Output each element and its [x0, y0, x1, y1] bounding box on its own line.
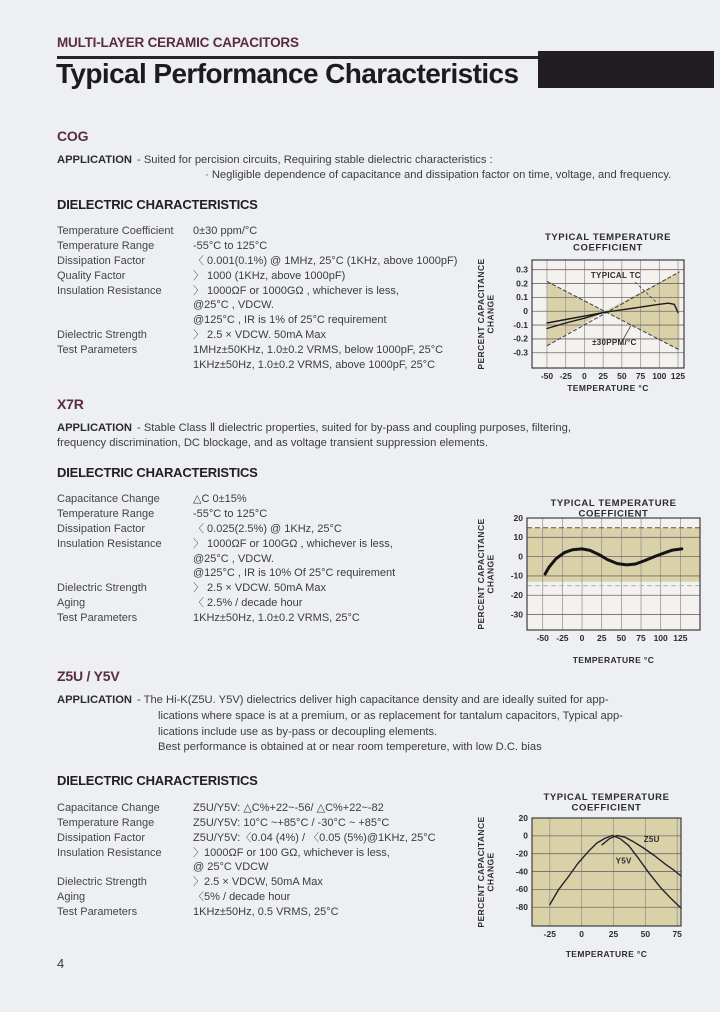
x-tick-label: 0: [579, 929, 585, 939]
spec-label: Capacitance Change: [57, 493, 160, 506]
shaded-region: [527, 528, 700, 582]
spec-values: [193, 537, 507, 581]
spec-label: Insulation Resistance: [57, 537, 162, 550]
application-continuation: [57, 436, 714, 451]
y-tick-label: -0.1: [513, 319, 528, 330]
y-tick-label: 10: [513, 532, 523, 543]
application-line: [57, 421, 714, 436]
x-tick-label: 125: [673, 633, 688, 643]
y-tick-label: -40: [515, 866, 528, 877]
application-continuation: [57, 709, 714, 756]
chart-annotation: TYPICAL TC: [590, 271, 641, 280]
spec-value-line: 〉 1000 (1KHz, above 1000pF): [193, 269, 346, 282]
y-tick-label: 20: [513, 512, 523, 523]
spec-label: Aging: [57, 890, 86, 903]
spec-values: [193, 890, 507, 905]
x-tick-label: -50: [540, 371, 554, 381]
spec-value-line: Z5U/Y5V:〈0.04 (4%) / 〈0.05 (5%)@1KHz, 25°C: [193, 831, 436, 844]
y-tick-label: -0.2: [513, 333, 528, 344]
y-axis-label: PERCENT CAPACITANCE: [476, 518, 486, 630]
application-line: lications where space is at a premium, or as replacement for tantalum capacitors, Typical app-: [158, 709, 623, 722]
y-axis-label: CHANGE: [485, 294, 496, 334]
spec-value-line: 〉 2.5 × VDCW. 50mA Max: [193, 328, 326, 341]
y-axis-label: CHANGE: [485, 852, 496, 892]
spec-values: [193, 875, 507, 890]
spec-label: Aging: [57, 596, 86, 609]
spec-values: [193, 507, 507, 522]
application-line: [57, 153, 714, 168]
x-tick-label: -25: [543, 929, 556, 939]
spec-row: [57, 875, 507, 890]
y-tick-label: -60: [515, 884, 528, 895]
spec-row: [57, 343, 507, 373]
spec-table: [57, 224, 507, 372]
spec-values: [193, 522, 507, 537]
y-axis-label: PERCENT CAPACITANCE: [476, 816, 486, 928]
spec-label: Temperature Range: [57, 508, 155, 521]
spec-label: Insulation Resistance: [57, 284, 162, 297]
spec-values: [193, 269, 507, 284]
spec-values: [193, 343, 507, 373]
x-axis-label: TEMPERATURE °C: [567, 383, 649, 393]
x-tick-label: 125: [670, 371, 686, 381]
x-tick-label: 50: [640, 929, 651, 939]
spec-label: Capacitance Change: [57, 802, 160, 815]
application-line: Best performance is obtained at or near room tempereture, with low D.C. bias: [158, 741, 542, 754]
chart-annotation: Z5U: [643, 835, 660, 845]
y-tick-label: -0.3: [513, 347, 528, 358]
application-label: APPLICATION: [57, 422, 132, 434]
spec-value-line: 〉 1000ΩF or 1000GΩ , whichever is less,: [193, 284, 399, 297]
section-heading: COG: [57, 128, 89, 144]
z5u-chart-svg: [476, 790, 716, 960]
spec-value-line: Z5U/Y5V: 10°C ~+85°C / -30°C ~ +85°C: [193, 816, 390, 829]
x-tick-label: 100: [653, 633, 668, 643]
spec-row: [57, 890, 507, 905]
y-tick-label: 0: [523, 306, 528, 317]
spec-row: [57, 224, 507, 239]
spec-value-line: 0±30 ppm/°C: [193, 225, 258, 238]
z5u-y5v-temperature-coefficient-chart: [476, 790, 716, 960]
spec-row: [57, 522, 507, 537]
y-tick-label: 0.2: [516, 278, 528, 289]
spec-label: Temperature Coefficient: [57, 225, 174, 238]
x-tick-label: 75: [672, 929, 682, 939]
application-line: lications include use as by-pass or decoupling elements.: [158, 725, 438, 738]
spec-value-line: 〈 0.001(0.1%) @ 1MHz, 25°C (1KHz, above 1000pF): [193, 255, 458, 267]
spec-value-line: Z5U/Y5V: △C%+22~-56/ △C%+22~-82: [193, 802, 384, 815]
spec-value-line: 1KHz±50Hz, 1.0±0.2 VRMS, above 1000pF, 25°C: [193, 358, 436, 371]
x-tick-label: 50: [616, 633, 627, 643]
spec-value-line: 〈5% / decade hour: [193, 890, 291, 903]
spec-value-line: @25°C , VDCW.: [193, 299, 274, 312]
x7r-temperature-coefficient-chart: [476, 496, 716, 666]
y-axis-label: CHANGE: [485, 554, 496, 594]
chart-title: COEFFICIENT: [571, 802, 642, 814]
spec-row: [57, 831, 507, 846]
chart-title: TYPICAL TEMPERATURE: [550, 498, 677, 509]
x-tick-label: 75: [636, 633, 646, 643]
y-tick-label: 0: [523, 830, 528, 841]
spec-value-line: △C 0±15%: [193, 493, 247, 506]
spec-values: [193, 611, 507, 626]
page-kicker: MULTI-LAYER CERAMIC CAPACITORS: [57, 35, 299, 50]
spec-label: Dissipation Factor: [57, 831, 146, 844]
x-tick-label: 25: [608, 929, 619, 939]
application-label: APPLICATION: [57, 694, 132, 706]
y-tick-label: -20: [515, 848, 528, 859]
x-tick-label: -25: [556, 633, 569, 643]
application-line: [57, 693, 714, 709]
x-axis-label: TEMPERATURE °C: [572, 655, 655, 665]
application-intro: - Suited for percision circuits, Requiring stable dielectric characteristics :: [137, 154, 493, 166]
spec-values: [193, 492, 507, 507]
x7r-chart-svg: [476, 496, 716, 666]
spec-row: [57, 284, 507, 328]
spec-value-line: 1MHz±50KHz, 1.0±0.2 VRMS, below 1000pF, 25°C: [193, 343, 444, 356]
x-tick-label: 25: [598, 371, 608, 381]
y-tick-label: 0.1: [516, 292, 528, 303]
application-intro: - Stable Class Ⅱ dielectric properties, suited for by-pass and coupling purposes, filtering,: [137, 422, 571, 434]
spec-row: [57, 801, 507, 816]
spec-row: [57, 816, 507, 831]
y-tick-label: -10: [510, 570, 523, 581]
chart-title: TYPICAL TEMPERATURE: [543, 792, 670, 803]
spec-value-line: 1KHz±50Hz, 0.5 VRMS, 25°C: [193, 905, 339, 918]
y-tick-label: 0.3: [516, 264, 528, 275]
spec-value-line: 〉1000ΩF or 100 GΩ, whichever is less,: [193, 846, 390, 859]
spec-value-line: @ 25°C VDCW: [193, 861, 269, 874]
spec-values: [193, 328, 507, 343]
page-number: 4: [57, 956, 65, 971]
spec-row: [57, 611, 507, 626]
spec-row: [57, 537, 507, 581]
section-heading: Z5U / Y5V: [57, 668, 120, 684]
spec-label: Temperature Range: [57, 816, 155, 829]
x-axis-label: TEMPERATURE °C: [565, 949, 648, 959]
spec-table: [57, 801, 507, 919]
chart-title: TYPICAL TEMPERATURE: [544, 232, 672, 243]
x-tick-label: -50: [536, 633, 549, 643]
application-line: frequency discrimination, DC blockage, and as voltage transient suppression elements.: [57, 437, 488, 450]
spec-values: [193, 596, 507, 611]
spec-value-line: @125°C , IR is 1% of 25°C requirement: [193, 314, 387, 327]
application-label: APPLICATION: [57, 154, 132, 166]
spec-values: [193, 905, 507, 920]
spec-row: [57, 239, 507, 254]
y-tick-label: -20: [510, 590, 523, 601]
spec-values: [193, 801, 507, 816]
y-axis-label: PERCENT CAPACITANCE: [476, 258, 486, 370]
spec-values: [193, 224, 507, 239]
spec-row: [57, 596, 507, 611]
section-heading: X7R: [57, 396, 84, 412]
y-tick-label: -80: [515, 902, 528, 913]
spec-row: [57, 846, 507, 876]
spec-values: [193, 284, 507, 328]
cog-temperature-coefficient-chart: [476, 230, 716, 394]
spec-label: Test Parameters: [57, 611, 138, 624]
x-tick-label: 25: [596, 633, 607, 643]
dielectric-heading: DIELECTRIC CHARACTERISTICS: [57, 465, 258, 481]
x-tick-label: 0: [579, 633, 585, 643]
x-tick-label: 50: [617, 371, 627, 381]
spec-value-line: 〈 2.5% / decade hour: [193, 596, 303, 609]
cog-chart-svg: [476, 230, 716, 394]
spec-value-line: 〉 1000ΩF or 100GΩ , whichever is less,: [193, 537, 393, 550]
spec-label: Test Parameters: [57, 343, 138, 356]
spec-values: [193, 239, 507, 254]
x-tick-label: 100: [652, 371, 667, 381]
chart-annotation: ±30PPM/°C: [592, 338, 637, 348]
spec-value-line: 〉2.5 × VDCW, 50mA Max: [193, 876, 323, 889]
spec-values: [193, 831, 507, 846]
application-continuation: [57, 168, 714, 183]
spec-row: [57, 905, 507, 920]
spec-label: Quality Factor: [57, 269, 126, 282]
chart-annotation: Y5V: [615, 856, 632, 866]
spec-value-line: 1KHz±50Hz, 1.0±0.2 VRMS, 25°C: [193, 611, 360, 624]
spec-label: Dielectric Strength: [57, 582, 147, 595]
corner-banner: [538, 51, 714, 88]
y-tick-label: 20: [518, 812, 528, 823]
spec-values: [193, 254, 507, 269]
dielectric-heading: DIELECTRIC CHARACTERISTICS: [57, 773, 258, 789]
spec-table: [57, 492, 507, 625]
spec-label: Dissipation Factor: [57, 255, 146, 267]
page-title: Typical Performance Characteristics: [56, 58, 519, 89]
spec-label: Test Parameters: [57, 905, 138, 918]
y-tick-label: 0: [518, 551, 523, 562]
spec-value-line: -55°C to 125°C: [193, 240, 268, 253]
spec-label: Dielectric Strength: [57, 328, 147, 341]
spec-value-line: @125°C , IR is 10% Of 25°C requirement: [193, 567, 396, 580]
spec-value-line: 〈 0.025(2.5%) @ 1KHz, 25°C: [193, 523, 342, 535]
spec-row: [57, 492, 507, 507]
spec-row: [57, 507, 507, 522]
application-line: · Negligible dependence of capacitance and dissipation factor on time, voltage, and frequency.: [205, 169, 672, 182]
spec-values: [193, 581, 507, 596]
x-tick-label: 75: [635, 371, 646, 381]
x-tick-label: -25: [559, 371, 572, 381]
spec-label: Temperature Range: [57, 240, 155, 253]
spec-values: [193, 846, 507, 876]
spec-label: Insulation Resistance: [57, 846, 162, 859]
dielectric-heading: DIELECTRIC CHARACTERISTICS: [57, 197, 258, 213]
spec-row: [57, 269, 507, 284]
spec-value-line: @25°C , VDCW.: [193, 552, 274, 565]
spec-label: Dielectric Strength: [57, 876, 147, 889]
spec-row: [57, 328, 507, 343]
y-tick-label: -30: [510, 609, 523, 620]
spec-row: [57, 254, 507, 269]
chart-title: COEFFICIENT: [573, 242, 643, 254]
chart-title: COEFFICIENT: [578, 508, 649, 520]
spec-value-line: -55°C to 125°C: [193, 508, 268, 521]
spec-values: [193, 816, 507, 831]
x-tick-label: 0: [582, 371, 587, 381]
spec-label: Dissipation Factor: [57, 523, 146, 535]
spec-value-line: 〉 2.5 × VDCW. 50mA Max: [193, 582, 326, 595]
application-intro: - The Hi-K(Z5U. Y5V) dielectrics deliver high capacitance density and are ideally suited for app-: [137, 694, 609, 706]
spec-row: [57, 581, 507, 596]
